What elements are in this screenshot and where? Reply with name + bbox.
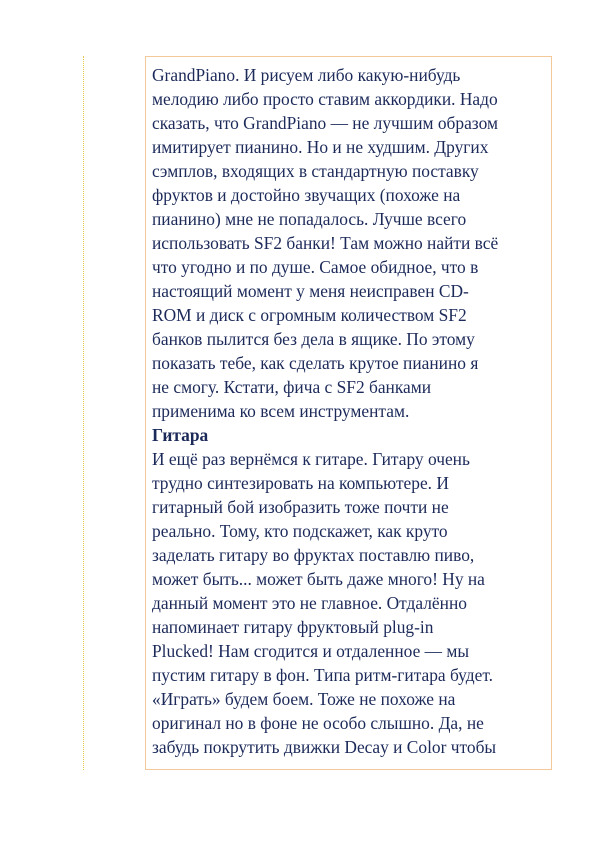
text-line: применима ко всем инструментам. [152,401,410,421]
text-line: И ещё раз вернёмся к гитаре. Гитару очень [152,449,470,469]
text-line: забудь покрутить движки Decay и Color чтобы [152,737,497,757]
text-line: данный момент это не главное. Отдалённо [152,593,467,613]
section-heading: Гитара [152,425,209,445]
text-line: мелодию либо просто ставим аккордики. Надо [152,89,498,109]
text-line: пианино) мне не попадалось. Лучше всего [152,209,467,229]
text-line: заделать гитару во фруктах поставлю пиво, [152,545,475,565]
paragraph-piano [152,63,547,423]
margin-rule [83,56,84,770]
text-frame [145,56,552,770]
text-line: Plucked! Нам сгодится и отдаленное — мы [152,641,470,661]
paragraph-guitar [152,447,547,759]
text-line: не смогу. Кстати, фича с SF2 банками [152,377,432,397]
text-line: сказать, что GrandPiano — не лучшим образом [152,113,498,133]
text-line: пустим гитару в фон. Типа ритм-гитара будет. [152,665,493,685]
text-line: имитирует пианино. Но и не худшим. Других [152,137,489,157]
text-line: гитарный бой изобразить тоже почти не [152,497,449,517]
text-line: GrandPiano. И рисуем либо какую-нибудь [152,65,461,85]
text-line: трудно синтезировать на компьютере. И [152,473,449,493]
text-line: фруктов и достойно звучащих (похоже на [152,185,461,205]
text-line: оригинал но в фоне не особо слышно. Да, не [152,713,484,733]
text-line: «Играть» будем боем. Тоже не похоже на [152,689,456,709]
text-line: напоминает гитару фруктовый plug-in [152,617,434,637]
text-line: реально. Тому, кто подскажет, как круто [152,521,448,541]
text-line: использовать SF2 банки! Там можно найти всё [152,233,499,253]
text-line: банков пылится без дела в ящике. По этому [152,329,475,349]
text-line: что угодно и по душе. Самое обидное, что в [152,257,479,277]
text-line: сэмплов, входящих в стандартную поставку [152,161,479,181]
text-line: показать тебе, как сделать крутое пианино я [152,353,479,373]
text-line: может быть... может быть даже много! Ну на [152,569,485,589]
text-line: настоящий момент у меня неисправен CD- [152,281,469,301]
text-line: ROM и диск с огромным количеством SF2 [152,305,467,325]
